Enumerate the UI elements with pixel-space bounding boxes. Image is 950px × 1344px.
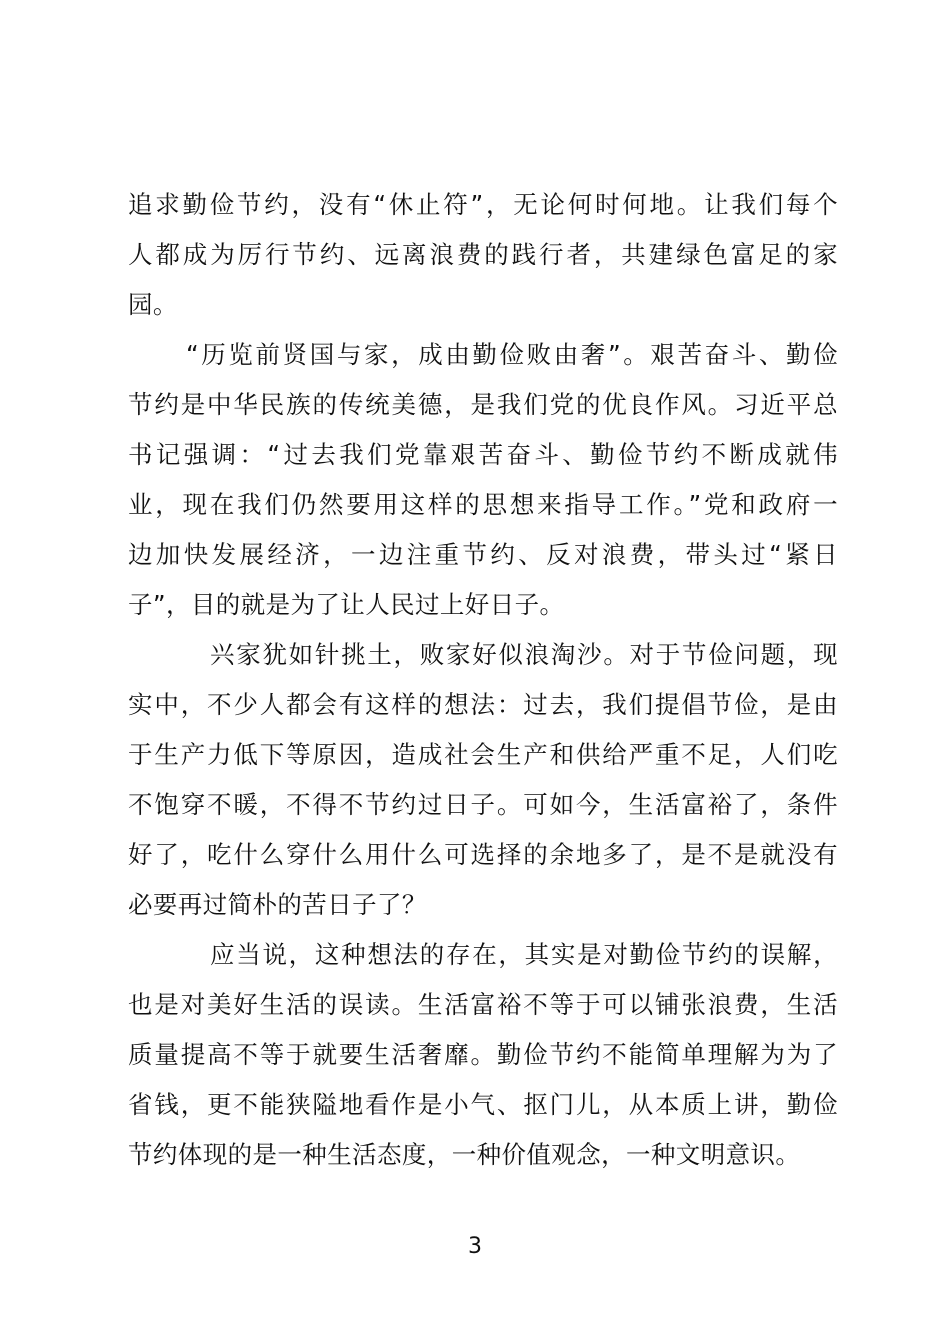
paragraph-1 [128,180,838,330]
body-text [128,180,838,1180]
text-line: 省钱，更不能狭隘地看作是小气、抠门儿，从本质上讲，勤俭 [128,1090,838,1119]
text-line: 质量提高不等于就要生活奢靡。勤俭节约不能简单理解为为了 [128,1040,838,1069]
text-line: 也是对美好生活的误读。生活富裕不等于可以铺张浪费，生活 [128,990,838,1019]
text-line: 兴家犹如针挑土，败家好似浪淘沙。对于节俭问题，现 [210,640,838,669]
paragraph-2 [128,330,838,630]
text-line: 必要再过简朴的苦日子了？ [128,890,427,919]
text-line: 好了，吃什么穿什么用什么可选择的余地多了，是不是就没有 [128,840,838,869]
text-line: 节约体现的是一种生活态度，一种价值观念，一种文明意识。 [128,1140,801,1169]
text-line: 不饱穿不暖，不得不节约过日子。可如今，生活富裕了，条件 [128,790,838,819]
paragraph-3 [128,630,838,930]
text-line: 园。 [128,290,178,319]
text-line: 追求勤俭节约，没有“休止符”，无论何时何地。让我们每个 [128,190,838,219]
text-line: 书记强调：“过去我们党靠艰苦奋斗、勤俭节约不断成就伟 [128,440,838,469]
text-line: 边加快发展经济，一边注重节约、反对浪费，带头过“紧日 [128,540,838,569]
text-line: 应当说，这种想法的存在，其实是对勤俭节约的误解， [210,940,838,969]
text-line: 业，现在我们仍然要用这样的思想来指导工作。”党和政府一 [128,490,838,519]
text-line: 人都成为厉行节约、远离浪费的践行者，共建绿色富足的家 [128,240,838,269]
paragraph-4 [128,930,838,1180]
text-line: 节约是中华民族的传统美德，是我们党的优良作风。习近平总 [128,390,838,419]
text-line: 子”，目的就是为了让人民过上好日子。 [128,590,565,619]
text-line: 于生产力低下等原因，造成社会生产和供给严重不足，人们吃 [128,740,838,769]
text-line: 实中，不少人都会有这样的想法：过去，我们提倡节俭，是由 [128,690,838,719]
page-number: 3 [468,1234,482,1259]
text-line: “历览前贤国与家，成由勤俭败由奢”。艰苦奋斗、勤俭 [186,340,838,369]
